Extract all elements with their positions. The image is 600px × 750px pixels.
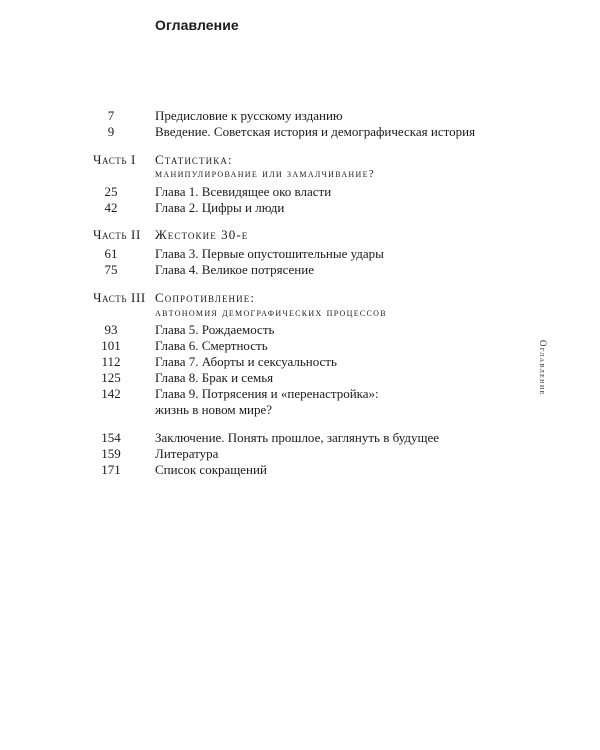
part-label: Часть I [93,152,136,167]
toc-entry[interactable] [0,386,520,402]
toc-entry-title: Глава 8. Брак и семья [155,370,274,385]
toc-entry[interactable] [0,354,520,370]
toc-entry-title: Глава 5. Рождаемость [155,322,275,337]
toc-entry-title: Глава 3. Первые опустошительные удары [155,246,384,261]
toc-page-number: 42 [104,200,118,215]
toc-entry-title: Глава 9. Потрясения и «перенастройка»: [155,386,379,401]
toc-entry-title: Глава 6. Смертность [155,338,268,353]
toc-entry-title: жизнь в новом мире? [155,402,273,417]
toc-entry-continuation[interactable] [0,402,520,418]
toc-entry-title: Список сокращений [155,462,267,477]
part-subtitle-row [0,305,520,321]
part-title: Жестокие 30-е [155,227,249,242]
toc-page-number: 75 [104,262,118,277]
toc-page-number: 159 [101,446,121,461]
toc-entry-title: Глава 1. Всевидящее око власти [155,184,332,199]
toc-page-number: 25 [104,184,118,199]
toc-entry[interactable] [0,262,520,278]
toc-page-number: 142 [101,386,121,401]
toc-entry[interactable] [0,108,520,124]
toc-entry[interactable] [0,430,520,446]
part-heading [0,290,520,306]
toc-entry[interactable] [0,338,520,354]
toc-page-number: 61 [104,246,118,261]
toc-entry-title: Предисловие к русскому изданию [155,108,343,123]
toc-page-number: 101 [101,338,121,353]
toc-entry-title: Литература [155,446,219,461]
toc-entry-title: Глава 2. Цифры и люди [155,200,285,215]
toc-page-number: 93 [104,322,118,337]
toc-page-number: 9 [107,124,115,139]
toc-page-number: 154 [101,430,121,445]
toc-entry[interactable] [0,124,520,140]
part-subtitle-row [0,166,520,182]
toc-entry[interactable] [0,200,520,216]
running-header-vertical: Оглавление [538,340,548,396]
part-subtitle: автономия демографических процессов [155,307,387,319]
toc-entry[interactable] [0,370,520,386]
part-subtitle: манипулирование или замалчивание? [155,168,375,180]
toc-page-number: 7 [107,108,115,123]
toc-page-number: 171 [101,462,121,477]
toc-entry-title: Глава 4. Великое потрясение [155,262,314,277]
toc-entry-title: Заключение. Понять прошлое, заглянуть в будущее [155,430,440,445]
part-title: Сопротивление: [155,290,256,305]
toc-entry[interactable] [0,446,520,462]
toc-entry[interactable] [0,462,520,478]
toc-entry[interactable] [0,322,520,338]
toc-entry-title: Глава 7. Аборты и сексуальность [155,354,337,369]
page-title: Оглавление [155,17,239,33]
part-heading [0,227,520,243]
toc-page-number: 112 [101,354,121,369]
toc-page-number: 125 [101,370,121,385]
part-title: Статистика: [155,152,233,167]
part-label: Часть II [93,227,141,242]
toc-entry-title: Введение. Советская история и демографическая история [155,124,476,139]
toc-entry[interactable] [0,184,520,200]
toc-entry[interactable] [0,246,520,262]
part-label: Часть III [93,290,146,305]
